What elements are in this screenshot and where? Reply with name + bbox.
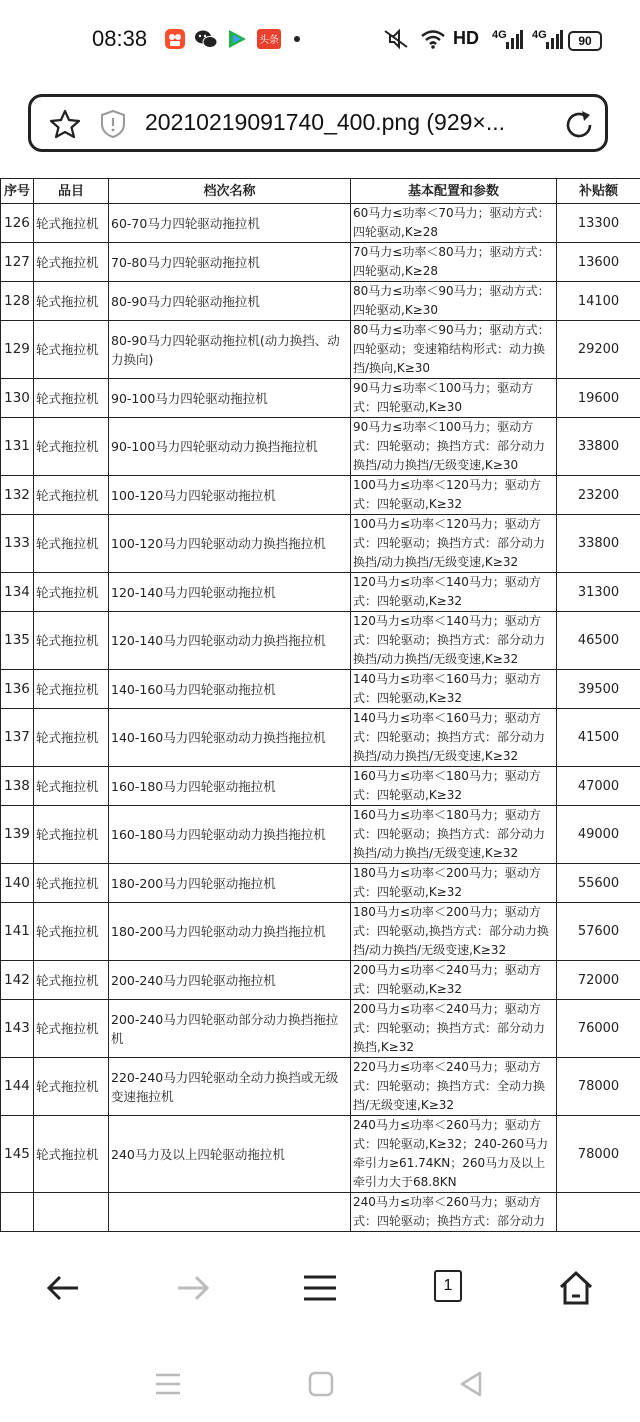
status-bar — [0, 0, 640, 80]
row-subsidy-amount: 19600 — [557, 379, 640, 418]
table-row — [1, 767, 640, 806]
row-category: 轮式拖拉机 — [34, 864, 109, 903]
row-subsidy-amount: 41500 — [557, 709, 640, 767]
table-row — [1, 204, 640, 243]
table-row — [1, 612, 640, 670]
row-spec: 80马力≤功率＜90马力；驱动方式：四轮驱动,K≥30 — [351, 282, 557, 321]
table-row — [1, 1058, 640, 1116]
more-notifications-dot-icon — [292, 28, 302, 50]
svg-text:头条: 头条 — [259, 35, 279, 46]
table-row — [1, 418, 640, 476]
row-spec: 70马力≤功率＜80马力；驱动方式：四轮驱动,K≥28 — [351, 243, 557, 282]
row-grade-name: 70-80马力四轮驱动拖拉机 — [109, 243, 351, 282]
recent-apps-icon[interactable] — [154, 1372, 182, 1396]
row-grade-name: 180-200马力四轮驱动拖拉机 — [109, 864, 351, 903]
table-row — [1, 709, 640, 767]
security-shield-icon[interactable] — [99, 109, 127, 139]
row-category: 轮式拖拉机 — [34, 515, 109, 573]
back-arrow-icon[interactable] — [44, 1268, 84, 1308]
system-nav-bar — [0, 1352, 640, 1422]
signal-1-icon — [505, 28, 523, 50]
row-grade-name: 140-160马力四轮驱动拖拉机 — [109, 670, 351, 709]
row-category: 轮式拖拉机 — [34, 476, 109, 515]
row-spec: 120马力≤功率＜140马力；驱动方式：四轮驱动,K≥32 — [351, 573, 557, 612]
row-subsidy-amount: 55600 — [557, 864, 640, 903]
row-category: 轮式拖拉机 — [34, 379, 109, 418]
row-subsidy-amount: 46500 — [557, 612, 640, 670]
row-grade-name — [109, 1193, 351, 1232]
row-grade-name: 120-140马力四轮驱动拖拉机 — [109, 573, 351, 612]
browser-bottom-nav — [0, 1236, 640, 1336]
row-spec: 200马力≤功率＜240马力；驱动方式：四轮驱动,K≥32 — [351, 961, 557, 1000]
row-number: 136 — [1, 670, 34, 709]
row-number: 133 — [1, 515, 34, 573]
forward-arrow-icon[interactable] — [172, 1268, 212, 1308]
table-row — [1, 1000, 640, 1058]
row-spec: 200马力≤功率＜240马力；驱动方式：四轮驱动；换挡方式：部分动力换挡,K≥32 — [351, 1000, 557, 1058]
signal-2-label: 4G — [532, 29, 547, 41]
address-bar[interactable] — [28, 94, 608, 152]
row-number: 141 — [1, 903, 34, 961]
row-grade-name: 240马力及以上四轮驱动拖拉机 — [109, 1116, 351, 1193]
table-header-row — [1, 179, 640, 204]
tab-count-button[interactable]: 1 — [434, 1270, 462, 1302]
clock: 08:38 — [92, 26, 148, 51]
row-spec: 220马力≤功率＜240马力；驱动方式：四轮驱动；换挡方式：全动力换挡/无级变速,K≥32 — [351, 1058, 557, 1116]
row-subsidy-amount: 49000 — [557, 806, 640, 864]
row-spec: 100马力≤功率＜120马力；驱动方式：四轮驱动,K≥32 — [351, 476, 557, 515]
row-category: 轮式拖拉机 — [34, 321, 109, 379]
row-category: 轮式拖拉机 — [34, 418, 109, 476]
row-subsidy-amount: 39500 — [557, 670, 640, 709]
toutiao-app-icon — [256, 28, 282, 50]
table-row — [1, 321, 640, 379]
row-category: 轮式拖拉机 — [34, 1000, 109, 1058]
table-row — [1, 379, 640, 418]
row-spec: 180马力≤功率＜200马力；驱动方式：四轮驱动,换挡方式：部分动力换挡/动力换挡/无级变速,K≥32 — [351, 903, 557, 961]
row-subsidy-amount: 31300 — [557, 573, 640, 612]
table-row — [1, 961, 640, 1000]
row-spec: 100马力≤功率＜120马力；驱动方式：四轮驱动；换挡方式：部分动力换挡/动力换挡/无级变速,K≥32 — [351, 515, 557, 573]
row-number: 144 — [1, 1058, 34, 1116]
row-number: 137 — [1, 709, 34, 767]
row-grade-name: 200-240马力四轮驱动拖拉机 — [109, 961, 351, 1000]
row-category: 轮式拖拉机 — [34, 282, 109, 321]
row-subsidy-amount: 13300 — [557, 204, 640, 243]
row-subsidy-amount: 14100 — [557, 282, 640, 321]
row-category: 轮式拖拉机 — [34, 1058, 109, 1116]
row-subsidy-amount: 13600 — [557, 243, 640, 282]
row-number: 126 — [1, 204, 34, 243]
table-row — [1, 515, 640, 573]
header-grade-name: 档次名称 — [109, 179, 351, 204]
row-subsidy-amount — [557, 1193, 640, 1232]
row-grade-name: 100-120马力四轮驱动动力换挡拖拉机 — [109, 515, 351, 573]
row-grade-name: 90-100马力四轮驱动拖拉机 — [109, 379, 351, 418]
row-number: 139 — [1, 806, 34, 864]
row-grade-name: 200-240马力四轮驱动部分动力换挡拖拉机 — [109, 1000, 351, 1058]
row-number: 140 — [1, 864, 34, 903]
row-category — [34, 1193, 109, 1232]
row-spec: 240马力≤功率＜260马力；驱动方式：四轮驱动；换挡方式：部分动力 — [351, 1193, 557, 1232]
row-number: 132 — [1, 476, 34, 515]
header-no: 序号 — [1, 179, 34, 204]
row-spec: 180马力≤功率＜200马力；驱动方式：四轮驱动,K≥32 — [351, 864, 557, 903]
row-grade-name: 180-200马力四轮驱动动力换挡拖拉机 — [109, 903, 351, 961]
hd-label: HD — [453, 28, 479, 48]
url-text[interactable]: 20210219091740_400.png (929×... — [145, 109, 506, 135]
home-icon[interactable] — [556, 1268, 596, 1308]
table-row — [1, 573, 640, 612]
row-spec: 80马力≤功率＜90马力；驱动方式：四轮驱动；变速箱结构形式：动力换挡/换向,K≥30 — [351, 321, 557, 379]
table-row — [1, 1193, 640, 1232]
row-number: 142 — [1, 961, 34, 1000]
row-number: 128 — [1, 282, 34, 321]
row-subsidy-amount: 76000 — [557, 1000, 640, 1058]
row-grade-name: 100-120马力四轮驱动拖拉机 — [109, 476, 351, 515]
back-triangle-icon[interactable] — [458, 1370, 484, 1398]
home-square-icon[interactable] — [308, 1371, 334, 1397]
row-grade-name: 80-90马力四轮驱动拖拉机(动力换挡、动力换向) — [109, 321, 351, 379]
row-spec: 90马力≤功率＜100马力；驱动方式：四轮驱动,K≥30 — [351, 379, 557, 418]
signal-1-label: 4G — [492, 29, 507, 41]
row-grade-name: 160-180马力四轮驱动动力换挡拖拉机 — [109, 806, 351, 864]
row-number: 138 — [1, 767, 34, 806]
row-category: 轮式拖拉机 — [34, 1116, 109, 1193]
subsidy-table — [0, 178, 640, 1232]
row-grade-name: 140-160马力四轮驱动动力换挡拖拉机 — [109, 709, 351, 767]
reload-icon[interactable] — [563, 109, 595, 141]
header-category: 品目 — [34, 179, 109, 204]
row-spec: 60马力≤功率＜70马力；驱动方式：四轮驱动,K≥28 — [351, 204, 557, 243]
row-grade-name: 90-100马力四轮驱动动力换挡拖拉机 — [109, 418, 351, 476]
row-number — [1, 1193, 34, 1232]
table-row — [1, 903, 640, 961]
row-number: 127 — [1, 243, 34, 282]
row-number: 134 — [1, 573, 34, 612]
row-subsidy-amount: 57600 — [557, 903, 640, 961]
wechat-icon — [194, 28, 218, 50]
kuaishou-app-icon — [164, 28, 186, 50]
menu-icon[interactable] — [300, 1268, 340, 1308]
row-category: 轮式拖拉机 — [34, 204, 109, 243]
row-spec: 160马力≤功率＜180马力；驱动方式：四轮驱动,K≥32 — [351, 767, 557, 806]
row-category: 轮式拖拉机 — [34, 670, 109, 709]
row-spec: 240马力≤功率＜260马力；驱动方式：四轮驱动,K≥32；240-260马力牵引力≥61.74KN；260马力及以上牵引力大于68.8KN — [351, 1116, 557, 1193]
table-row — [1, 476, 640, 515]
row-subsidy-amount: 29200 — [557, 321, 640, 379]
row-number: 143 — [1, 1000, 34, 1058]
row-grade-name: 60-70马力四轮驱动拖拉机 — [109, 204, 351, 243]
row-category: 轮式拖拉机 — [34, 767, 109, 806]
image-viewport[interactable] — [0, 178, 640, 1236]
row-spec: 90马力≤功率＜100马力；驱动方式：四轮驱动；换挡方式：部分动力换挡/动力换挡/无级变速,K≥30 — [351, 418, 557, 476]
row-category: 轮式拖拉机 — [34, 573, 109, 612]
row-number: 131 — [1, 418, 34, 476]
row-subsidy-amount: 47000 — [557, 767, 640, 806]
mute-icon — [382, 28, 410, 50]
row-subsidy-amount: 33800 — [557, 515, 640, 573]
wifi-icon — [420, 28, 446, 50]
row-subsidy-amount: 78000 — [557, 1116, 640, 1193]
row-subsidy-amount: 72000 — [557, 961, 640, 1000]
row-number: 130 — [1, 379, 34, 418]
row-grade-name: 160-180马力四轮驱动拖拉机 — [109, 767, 351, 806]
table-row — [1, 806, 640, 864]
row-number: 135 — [1, 612, 34, 670]
table-row — [1, 282, 640, 321]
video-app-icon — [226, 28, 248, 50]
row-category: 轮式拖拉机 — [34, 612, 109, 670]
row-category: 轮式拖拉机 — [34, 903, 109, 961]
row-grade-name: 80-90马力四轮驱动拖拉机 — [109, 282, 351, 321]
signal-2-icon — [545, 28, 563, 50]
row-category: 轮式拖拉机 — [34, 709, 109, 767]
table-row — [1, 670, 640, 709]
row-grade-name: 120-140马力四轮驱动动力换挡拖拉机 — [109, 612, 351, 670]
row-grade-name: 220-240马力四轮驱动全动力换挡或无级变速拖拉机 — [109, 1058, 351, 1116]
table-row — [1, 1116, 640, 1193]
row-subsidy-amount: 33800 — [557, 418, 640, 476]
row-category: 轮式拖拉机 — [34, 243, 109, 282]
row-number: 145 — [1, 1116, 34, 1193]
row-category: 轮式拖拉机 — [34, 806, 109, 864]
battery-icon: 90 — [568, 31, 602, 51]
header-spec: 基本配置和参数 — [351, 179, 557, 204]
row-spec: 140马力≤功率＜160马力；驱动方式：四轮驱动,K≥32 — [351, 670, 557, 709]
row-spec: 120马力≤功率＜140马力；驱动方式：四轮驱动；换挡方式：部分动力换挡/动力换挡/无级变速,K≥32 — [351, 612, 557, 670]
row-number: 129 — [1, 321, 34, 379]
row-spec: 140马力≤功率＜160马力；驱动方式：四轮驱动；换挡方式：部分动力换挡/动力换挡/无级变速,K≥32 — [351, 709, 557, 767]
header-subsidy: 补贴额 — [557, 179, 640, 204]
bookmark-star-icon[interactable] — [49, 109, 81, 139]
table-row — [1, 243, 640, 282]
table-row — [1, 864, 640, 903]
row-subsidy-amount: 23200 — [557, 476, 640, 515]
row-subsidy-amount: 78000 — [557, 1058, 640, 1116]
row-category: 轮式拖拉机 — [34, 961, 109, 1000]
row-spec: 160马力≤功率＜180马力；驱动方式：四轮驱动；换挡方式：部分动力换挡/动力换挡/无级变速,K≥32 — [351, 806, 557, 864]
